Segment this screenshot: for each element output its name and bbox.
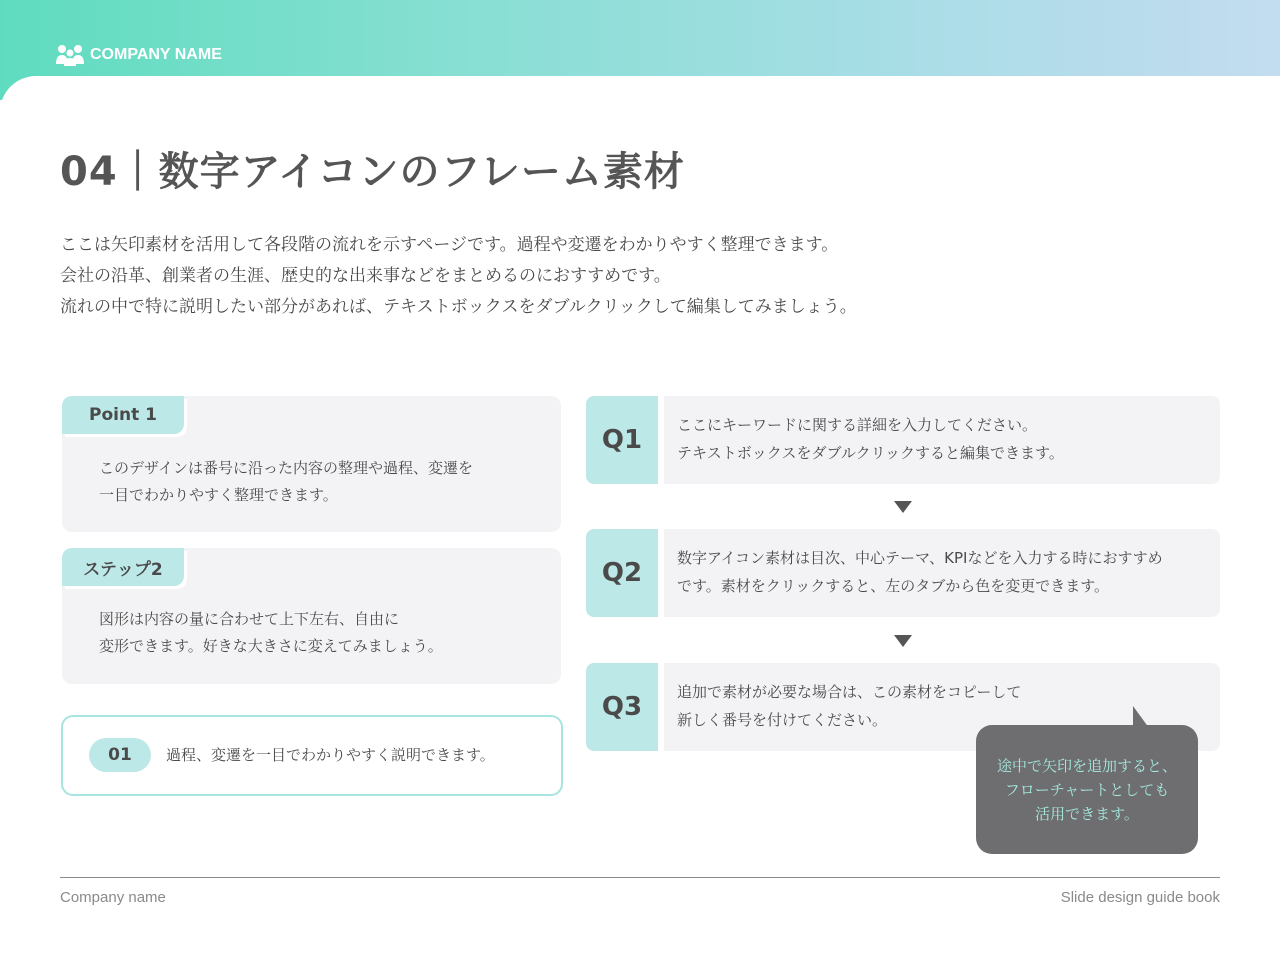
callout-text (976, 754, 1198, 826)
callout-bubble[interactable] (976, 725, 1198, 854)
step2-line: 変形できます。好きな大きさに変えてみましょう。 (99, 637, 443, 655)
step-q3-line: 新しく番号を付けてください。 (677, 711, 888, 729)
intro-text (60, 230, 1220, 323)
step2-tab-label: ステップ2 (62, 548, 184, 586)
step2-card[interactable] (62, 548, 561, 684)
step-q1-line: ここにキーワードに関する詳細を入力してください。 (677, 416, 1038, 434)
step-q2[interactable] (586, 529, 1220, 617)
step-q1-label: Q1 (586, 396, 658, 484)
step2-line: 図形は内容の量に合わせて上下左右、自由に (99, 610, 400, 628)
footer-divider (60, 877, 1220, 878)
numbered-item-box[interactable] (61, 715, 563, 796)
step-q1[interactable] (586, 396, 1220, 484)
people-logo-icon (56, 44, 84, 66)
callout-line: 活用できます。 (1035, 805, 1139, 823)
intro-line: 流れの中で特に説明したい部分があれば、テキストボックスをダブルクリックして編集してみましょう。 (60, 297, 857, 317)
point1-card[interactable] (62, 396, 561, 532)
brand-name: COMPANY NAME (90, 46, 222, 63)
step-q1-body (664, 396, 1220, 484)
brand (56, 42, 222, 68)
intro-line: ここは矢印素材を活用して各段階の流れを示すページです。過程や変遷をわかりやすく整理できます。 (60, 235, 839, 255)
down-arrow-icon (894, 501, 912, 513)
callout-line: フローチャートとしても (1004, 781, 1170, 799)
callout-line: 途中で矢印を追加すると、 (996, 757, 1177, 775)
intro-line: 会社の沿革、創業者の生涯、歴史的な出来事などをまとめるのにおすすめです。 (60, 266, 671, 286)
step-q2-body (664, 529, 1220, 617)
point1-line: このデザインは番号に沿った内容の整理や過程、変遷を (99, 459, 473, 477)
step-q2-line: 数字アイコン素材は目次、中心テーマ、KPIなどを入力する時におすすめ (677, 549, 1163, 567)
step-q1-text (677, 411, 1064, 467)
point1-line: 一目でわかりやすく整理できます。 (99, 486, 338, 504)
footer-company-name: Company name (60, 889, 166, 906)
numbered-item-text: 過程、変遷を一目でわかりやすく説明できます。 (166, 746, 495, 764)
step-q3-label: Q3 (586, 663, 658, 751)
footer-guide-title: Slide design guide book (1060, 889, 1220, 906)
step-q2-text (677, 544, 1163, 600)
step-q2-label: Q2 (586, 529, 658, 617)
page-title: 04｜数字アイコンのフレーム素材 (60, 149, 685, 195)
number-badge: 01 (89, 738, 151, 772)
point1-tab-label: Point 1 (62, 396, 184, 434)
step-q1-line: テキストボックスをダブルクリックすると編集できます。 (677, 444, 1064, 462)
step2-text (99, 606, 443, 660)
down-arrow-icon (894, 635, 912, 647)
step-q3-text (677, 678, 1021, 734)
step-q3-line: 追加で素材が必要な場合は、この素材をコピーして (677, 683, 1022, 701)
step-q2-line: です。素材をクリックすると、左のタブから色を変更できます。 (677, 577, 1110, 595)
point1-text (99, 455, 473, 509)
